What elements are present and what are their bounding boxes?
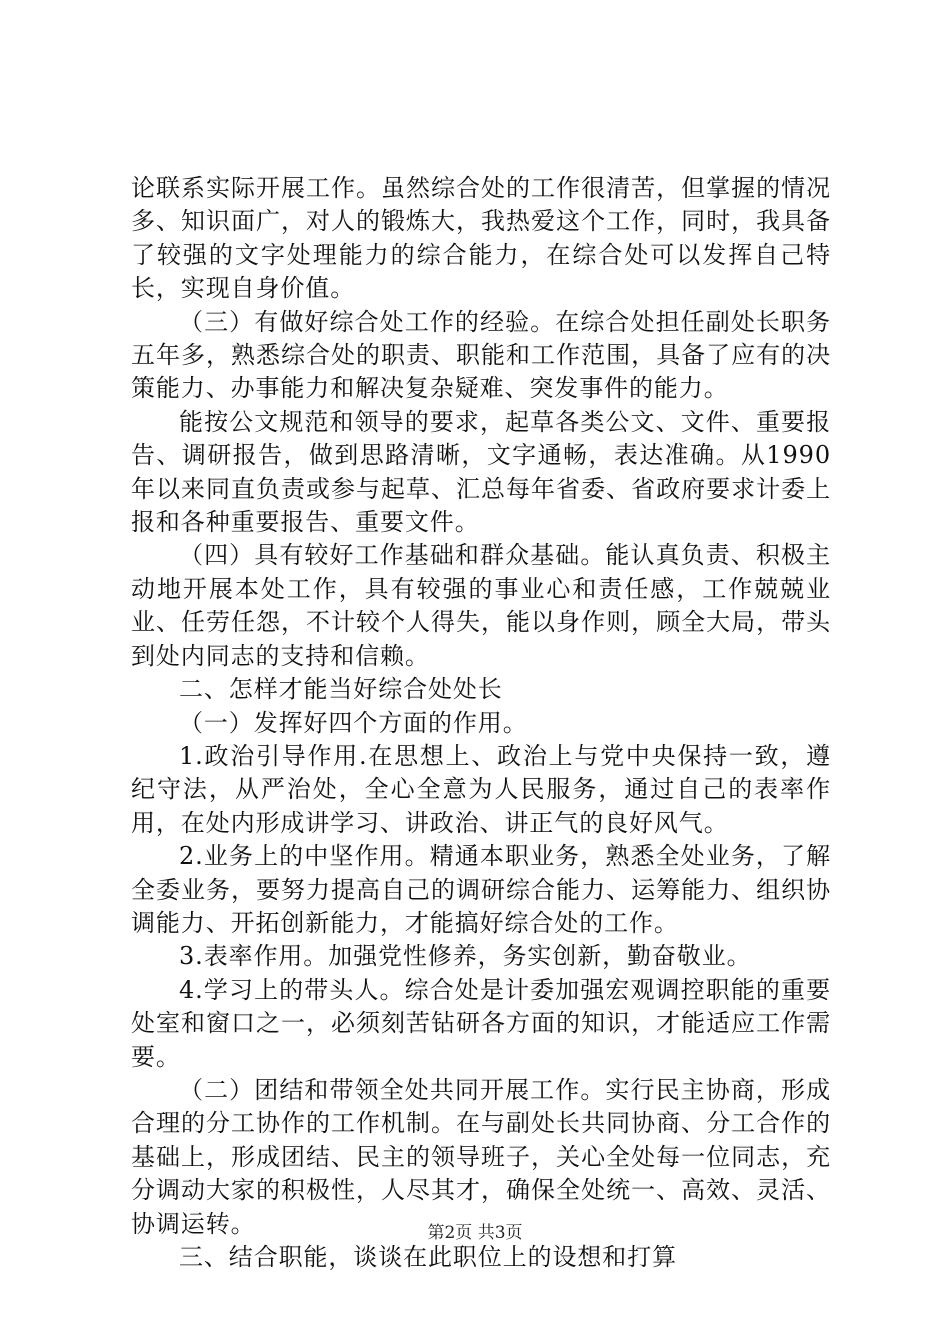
page-number-footer: 第2页 共3页 xyxy=(427,1223,523,1243)
subheading-1: （一）发挥好四个方面的作用。 xyxy=(179,708,528,737)
list-item-3: 3.表率作用。加强党性修养，务实创新，勤奋敬业。 xyxy=(179,942,752,971)
heading-part-3: 三、结合职能，谈谈在此职位上的设想和打算 xyxy=(179,1243,677,1271)
paragraph-drafting: 能按公文规范和领导的要求，起草各类公文、文件、重要报告、调研报告，做到思路清晰，文字通畅，表达准确。从1990年以来同直负责或参与起草、汇总每年省委、省政府要求计委上报和各种重要报告、重要文件。 xyxy=(131,407,831,537)
document-body xyxy=(131,172,831,1274)
paragraph-section-3: （三）有做好综合处工作的经验。在综合处担任副处长职务五年多，熟悉综合处的职责、职能和工作范围，具备了应有的决策能力、办事能力和解决复杂疑难、突发事件的能力。 xyxy=(131,307,831,403)
heading-part-2: 二、怎样才能当好综合处处长 xyxy=(179,675,503,704)
list-item-1: 1.政治引导作用.在思想上、政治上与党中央保持一致，遵纪守法，从严治处，全心全意为人民服务，通过自己的表率作用，在处内形成讲学习、讲政治、讲正气的良好风气。 xyxy=(131,741,831,837)
paragraph-continuation: 论联系实际开展工作。虽然综合处的工作很清苦，但掌握的情况多、知识面广，对人的锻炼大，我热爱这个工作，同时，我具备了较强的文字处理能力的综合能力，在综合处可以发挥自己特长，实现自身价值。 xyxy=(131,174,831,303)
subheading-2: （二）团结和带领全处共同开展工作。实行民主协商，形成合理的分工协作的工作机制。在与副处长共同协商、分工合作的基础上，形成团结、民主的领导班子，关心全处每一位同志，充分调动大家的积极性，人尽其才，确保全处统一、高效、灵活、协调运转。 xyxy=(131,1075,831,1238)
list-item-4: 4.学习上的带头人。综合处是计委加强宏观调控职能的重要处室和窗口之一，必须刻苦钻研各方面的知识，才能适应工作需要。 xyxy=(131,975,831,1071)
list-item-2: 2.业务上的中坚作用。精通本职业务，熟悉全处业务，了解全委业务，要努力提高自己的调研综合能力、运筹能力、组织协调能力、开拓创新能力，才能搞好综合处的工作。 xyxy=(131,842,831,937)
paragraph-section-4: （四）具有较好工作基础和群众基础。能认真负责、积极主动地开展本处工作，具有较强的事业心和责任感，工作兢兢业业、任劳任怨，不计较个人得失，能以身作则，顾全大局，带头到处内同志的支持和信赖。 xyxy=(131,541,831,670)
